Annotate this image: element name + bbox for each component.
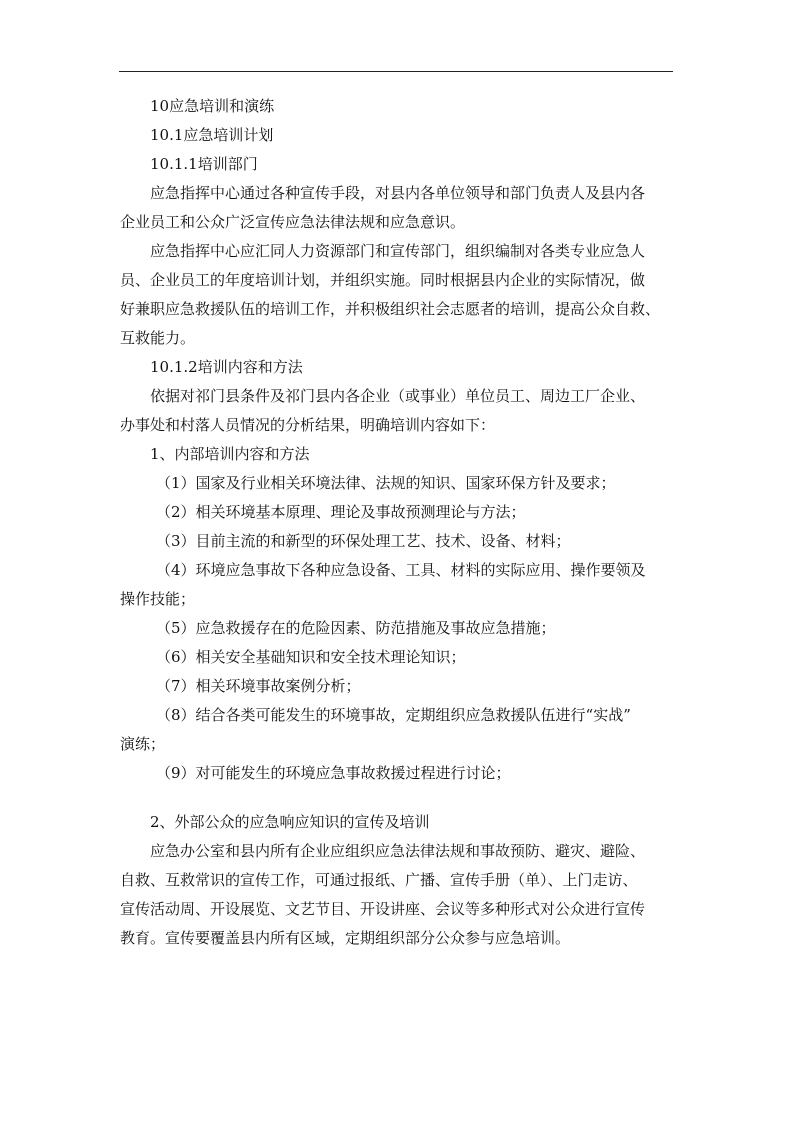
list-item: （9）对可能发生的环境应急事故救援过程进行讨论； <box>156 764 511 782</box>
section-title-internal: 1、内部培训内容和方法 <box>150 445 310 463</box>
heading-10-1: 10.1应急培训计划 <box>150 126 274 144</box>
paragraph-line: 互救能力。 <box>120 329 196 347</box>
document-body <box>120 92 676 953</box>
paragraph-line: 应急指挥中心应汇同人力资源部门和宣传部门，组织编制对各类专业应急人 <box>150 242 646 260</box>
list-item: （6）相关安全基础知识和安全技术理论知识； <box>156 648 466 666</box>
paragraph-line: 宣传活动周、开设展览、文艺节目、开设讲座、会议等多种形式对公众进行宣传 <box>120 900 646 918</box>
paragraph-line: 教育。宣传要覆盖县内所有区域，定期组织部分公众参与应急培训。 <box>120 929 571 947</box>
list-item: （8）结合各类可能发生的环境事故，定期组织应急救援队伍进行“实战” <box>156 706 631 724</box>
list-item: （5）应急救援存在的危险因素、防范措施及事故应急措施； <box>156 619 556 637</box>
section-title-external: 2、外部公众的应急响应知识的宣传及培训 <box>150 813 430 831</box>
paragraph-line: 好兼职应急救援队伍的培训工作，并积极组织社会志愿者的培训，提高公众自救、 <box>120 300 661 318</box>
paragraph-line: 应急指挥中心通过各种宣传手段，对县内各单位领导和部门负责人及县内各 <box>150 184 646 202</box>
paragraph-line: 办事处和村落人员情况的分析结果，明确培训内容如下： <box>120 416 496 434</box>
paragraph-line: 自救、互救常识的宣传工作，可通过报纸、广播、宣传手册（单）、上门走访、 <box>120 871 638 889</box>
paragraph-line: 依据对祁门县条件及祁门县内各企业（或事业）单位员工、周边工厂企业、 <box>150 387 646 405</box>
blank-spacer <box>120 788 676 808</box>
paragraph-line: 应急办公室和县内所有企业应组织应急法律法规和事故预防、避灾、避险、 <box>150 842 646 860</box>
list-item: （4）环境应急事故下各种应急设备、工具、材料的实际应用、操作要领及 <box>156 561 646 579</box>
heading-10-1-2: 10.1.2培训内容和方法 <box>150 358 303 376</box>
heading-10: 10应急培训和演练 <box>150 97 275 115</box>
heading-10-1-1: 10.1.1培训部门 <box>150 155 258 173</box>
list-item: （2）相关环境基本原理、理论及事故预测理论与方法； <box>156 503 526 521</box>
list-item-continuation: 操作技能； <box>120 590 196 608</box>
header-rule <box>119 71 673 72</box>
list-item: （1）国家及行业相关环境法律、法规的知识、国家环保方针及要求； <box>156 474 616 492</box>
paragraph-line: 企业员工和公众广泛宣传应急法律法规和应急意识。 <box>120 213 466 231</box>
list-item-continuation: 演练； <box>120 735 166 753</box>
list-item: （3）目前主流的和新型的环保处理工艺、技术、设备、材料； <box>156 532 571 550</box>
list-item: （7）相关环境事故案例分析； <box>156 677 361 695</box>
paragraph-line: 员、企业员工的年度培训计划，并组织实施。同时根据县内企业的实际情况，做 <box>120 271 646 289</box>
